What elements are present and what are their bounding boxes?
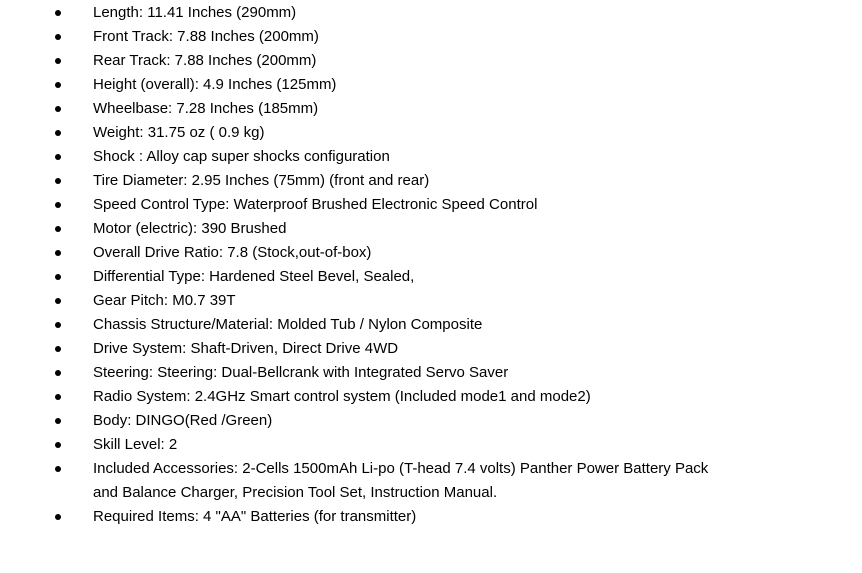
spec-item-body: [0, 409, 862, 433]
spec-item-included-accessories: [0, 457, 723, 505]
bullet-icon: [55, 178, 61, 184]
spec-item-chassis: [0, 313, 862, 337]
spec-item-differential: [0, 265, 862, 289]
spec-item-rear-track: [0, 49, 862, 73]
spec-text: Differential Type: Hardened Steel Bevel, Sealed,: [93, 268, 415, 285]
bullet-icon: [55, 202, 61, 208]
spec-text: Motor (electric): 390 Brushed: [93, 220, 287, 237]
spec-text: Drive System: Shaft-Driven, Direct Drive 4WD: [93, 340, 399, 357]
spec-item-steering: [0, 361, 862, 385]
bullet-icon: [55, 394, 61, 400]
spec-item-radio-system: [0, 385, 862, 409]
spec-text: Front Track: 7.88 Inches (200mm): [93, 28, 319, 45]
spec-text: Tire Diameter: 2.95 Inches (75mm) (front and rear): [93, 172, 430, 189]
bullet-icon: [55, 466, 61, 472]
spec-item-drive-ratio: [0, 241, 862, 265]
spec-item-skill-level: [0, 433, 862, 457]
spec-item-gear-pitch: [0, 289, 862, 313]
spec-text: Rear Track: 7.88 Inches (200mm): [93, 52, 317, 69]
spec-text: Gear Pitch: M0.7 39T: [93, 292, 236, 309]
spec-item-tire-diameter: [0, 169, 862, 193]
bullet-icon: [55, 154, 61, 160]
bullet-icon: [55, 82, 61, 88]
spec-text: Body: DINGO(Red /Green): [93, 412, 273, 429]
spec-text: Weight: 31.75 oz ( 0.9 kg): [93, 124, 265, 141]
spec-text: Skill Level: 2: [93, 436, 178, 453]
bullet-icon: [55, 226, 61, 232]
bullet-icon: [55, 58, 61, 64]
bullet-icon: [55, 418, 61, 424]
spec-item-motor: [0, 217, 862, 241]
spec-list: [0, 1, 862, 529]
spec-item-speed-control: [0, 193, 862, 217]
spec-item-height: [0, 73, 862, 97]
spec-text: Radio System: 2.4GHz Smart control system (Included mode1 and mode2): [93, 388, 591, 405]
bullet-icon: [55, 346, 61, 352]
spec-text: Overall Drive Ratio: 7.8 (Stock,out-of-box): [93, 244, 372, 261]
bullet-icon: [55, 274, 61, 280]
spec-item-front-track: [0, 25, 862, 49]
spec-item-weight: [0, 121, 862, 145]
spec-text: Speed Control Type: Waterproof Brushed Electronic Speed Control: [93, 196, 538, 213]
bullet-icon: [55, 10, 61, 16]
bullet-icon: [55, 514, 61, 520]
spec-text: Length: 11.41 Inches (290mm): [93, 4, 297, 21]
spec-text: Wheelbase: 7.28 Inches (185mm): [93, 100, 319, 117]
bullet-icon: [55, 370, 61, 376]
bullet-icon: [55, 322, 61, 328]
bullet-icon: [55, 34, 61, 40]
bullet-icon: [55, 442, 61, 448]
spec-item-drive-system: [0, 337, 862, 361]
spec-text: Shock : Alloy cap super shocks configuration: [93, 148, 390, 165]
bullet-icon: [55, 298, 61, 304]
spec-text: Chassis Structure/Material: Molded Tub / Nylon Composite: [93, 316, 483, 333]
spec-item-required-items: [0, 505, 862, 529]
spec-text: Steering: Steering: Dual-Bellcrank with Integrated Servo Saver: [93, 364, 509, 381]
spec-text: Required Items: 4 "AA" Batteries (for transmitter): [93, 508, 417, 525]
bullet-icon: [55, 250, 61, 256]
spec-text: Height (overall): 4.9 Inches (125mm): [93, 76, 337, 93]
spec-item-wheelbase: [0, 97, 862, 121]
bullet-icon: [55, 106, 61, 112]
spec-text: Included Accessories: 2-Cells 1500mAh Li-po (T-head 7.4 volts) Panther Power Battery Pack and Balance Charger, Precision Tool Set, Instruction Manual.: [93, 460, 709, 501]
spec-item-length: [0, 1, 862, 25]
bullet-icon: [55, 130, 61, 136]
spec-item-shock: [0, 145, 862, 169]
